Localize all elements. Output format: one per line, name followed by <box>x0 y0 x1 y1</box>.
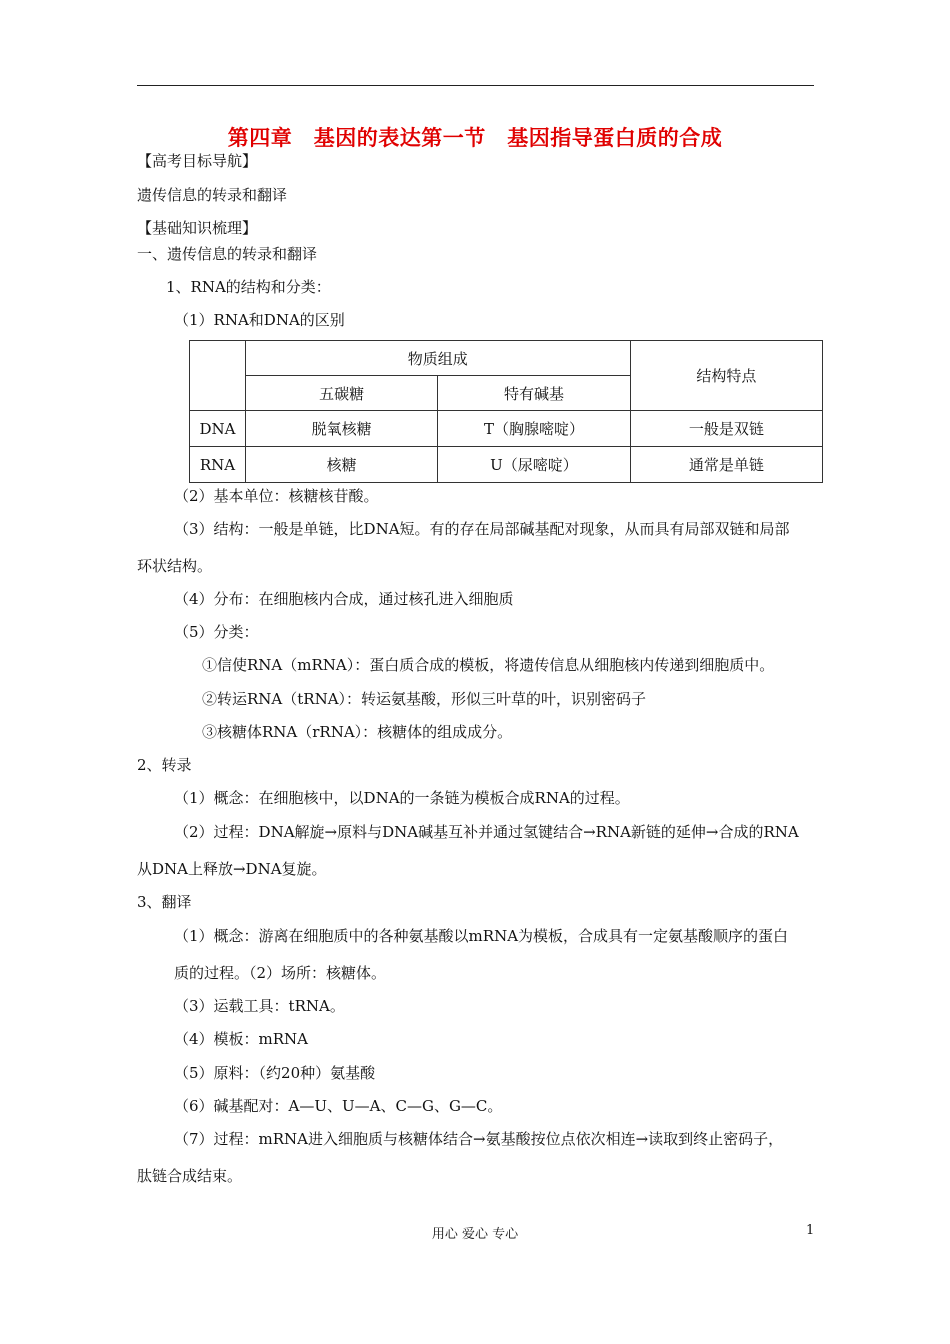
row-structure: 通常是单链 <box>630 447 822 483</box>
row-base: U（尿嘧啶） <box>438 447 630 483</box>
header-sugar: 五碳糖 <box>245 376 437 411</box>
table-row <box>190 447 823 483</box>
transcription-heading: 2、转录 <box>137 756 192 774</box>
goal-text: 遗传信息的转录和翻译 <box>137 186 288 204</box>
row-name: DNA <box>190 411 246 447</box>
table-row <box>190 411 823 447</box>
rna-heading: 1、RNA的结构和分类： <box>166 278 331 296</box>
row-base: T（胸腺嘧啶） <box>438 411 630 447</box>
rrna-item: ③核糖体RNA（rRNA）：核糖体的组成成分。 <box>202 723 513 741</box>
translation-concept-line1: （1）概念：游离在细胞质中的各种氨基酸以mRNA为模板，合成具有一定氨基酸顺序的蛋白 <box>174 927 789 945</box>
goal-heading: 【高考目标导航】 <box>137 152 258 170</box>
header-rule <box>137 85 814 86</box>
footer-motto: 用心 爱心 专心 <box>431 1227 519 1242</box>
table-corner-cell <box>190 341 246 411</box>
translation-material: （5）原料：（约20种）氨基酸 <box>174 1064 376 1082</box>
part1-heading: 一、遗传信息的转录和翻译 <box>137 245 318 263</box>
basics-heading: 【基础知识梳理】 <box>137 219 258 237</box>
page-title: 第四章 基因的表达第一节 基因指导蛋白质的合成 <box>227 126 723 150</box>
translation-process-line1: （7）过程：mRNA进入细胞质与核糖体结合→氨基酸按位点依次相连→读取到终止密码子， <box>174 1130 784 1148</box>
header-base: 特有碱基 <box>438 376 630 411</box>
row-name: RNA <box>190 447 246 483</box>
row-structure: 一般是双链 <box>630 411 822 447</box>
row-sugar: 核糖 <box>245 447 437 483</box>
page-number: 1 <box>806 1223 815 1238</box>
rna-structure-line1: （3）结构：一般是单链，比DNA短。有的存在局部碱基配对现象，从而具有局部双链和局部 <box>174 520 790 538</box>
translation-pairing: （6）碱基配对：A—U、U—A、C—G、G—C。 <box>174 1097 503 1115</box>
translation-process-line2: 肽链合成结束。 <box>137 1167 243 1185</box>
translation-concept-line2: 质的过程。（2）场所：核糖体。 <box>174 964 387 982</box>
transcription-process-line1: （2）过程：DNA解旋→原料与DNA碱基互补并通过氢键结合→RNA新链的延伸→合成的RNA <box>174 823 799 841</box>
rna-unit: （2）基本单位：核糖核苷酸。 <box>174 487 379 505</box>
trna-item: ②转运RNA（tRNA）：转运氨基酸，形似三叶草的叶，识别密码子 <box>202 690 647 708</box>
transcription-process-line2: 从DNA上释放→DNA复旋。 <box>137 860 327 878</box>
header-structure: 结构特点 <box>630 341 822 411</box>
translation-template: （4）模板：mRNA <box>174 1030 309 1048</box>
rna-dna-comparison-table <box>189 340 823 483</box>
diff-heading: （1）RNA和DNA的区别 <box>174 311 345 329</box>
transcription-concept: （1）概念：在细胞核中，以DNA的一条链为模板合成RNA的过程。 <box>174 789 630 807</box>
rna-classification: （5）分类： <box>174 623 259 641</box>
header-material: 物质组成 <box>245 341 630 376</box>
rna-distribution: （4）分布：在细胞核内合成，通过核孔进入细胞质 <box>174 590 514 608</box>
translation-tool: （3）运载工具：tRNA。 <box>174 997 345 1015</box>
rna-structure-line2: 环状结构。 <box>137 557 213 575</box>
translation-heading: 3、翻译 <box>137 893 192 911</box>
row-sugar: 脱氧核糖 <box>245 411 437 447</box>
mrna-item: ①信使RNA（mRNA）：蛋白质合成的模板，将遗传信息从细胞核内传递到细胞质中。 <box>202 656 775 674</box>
